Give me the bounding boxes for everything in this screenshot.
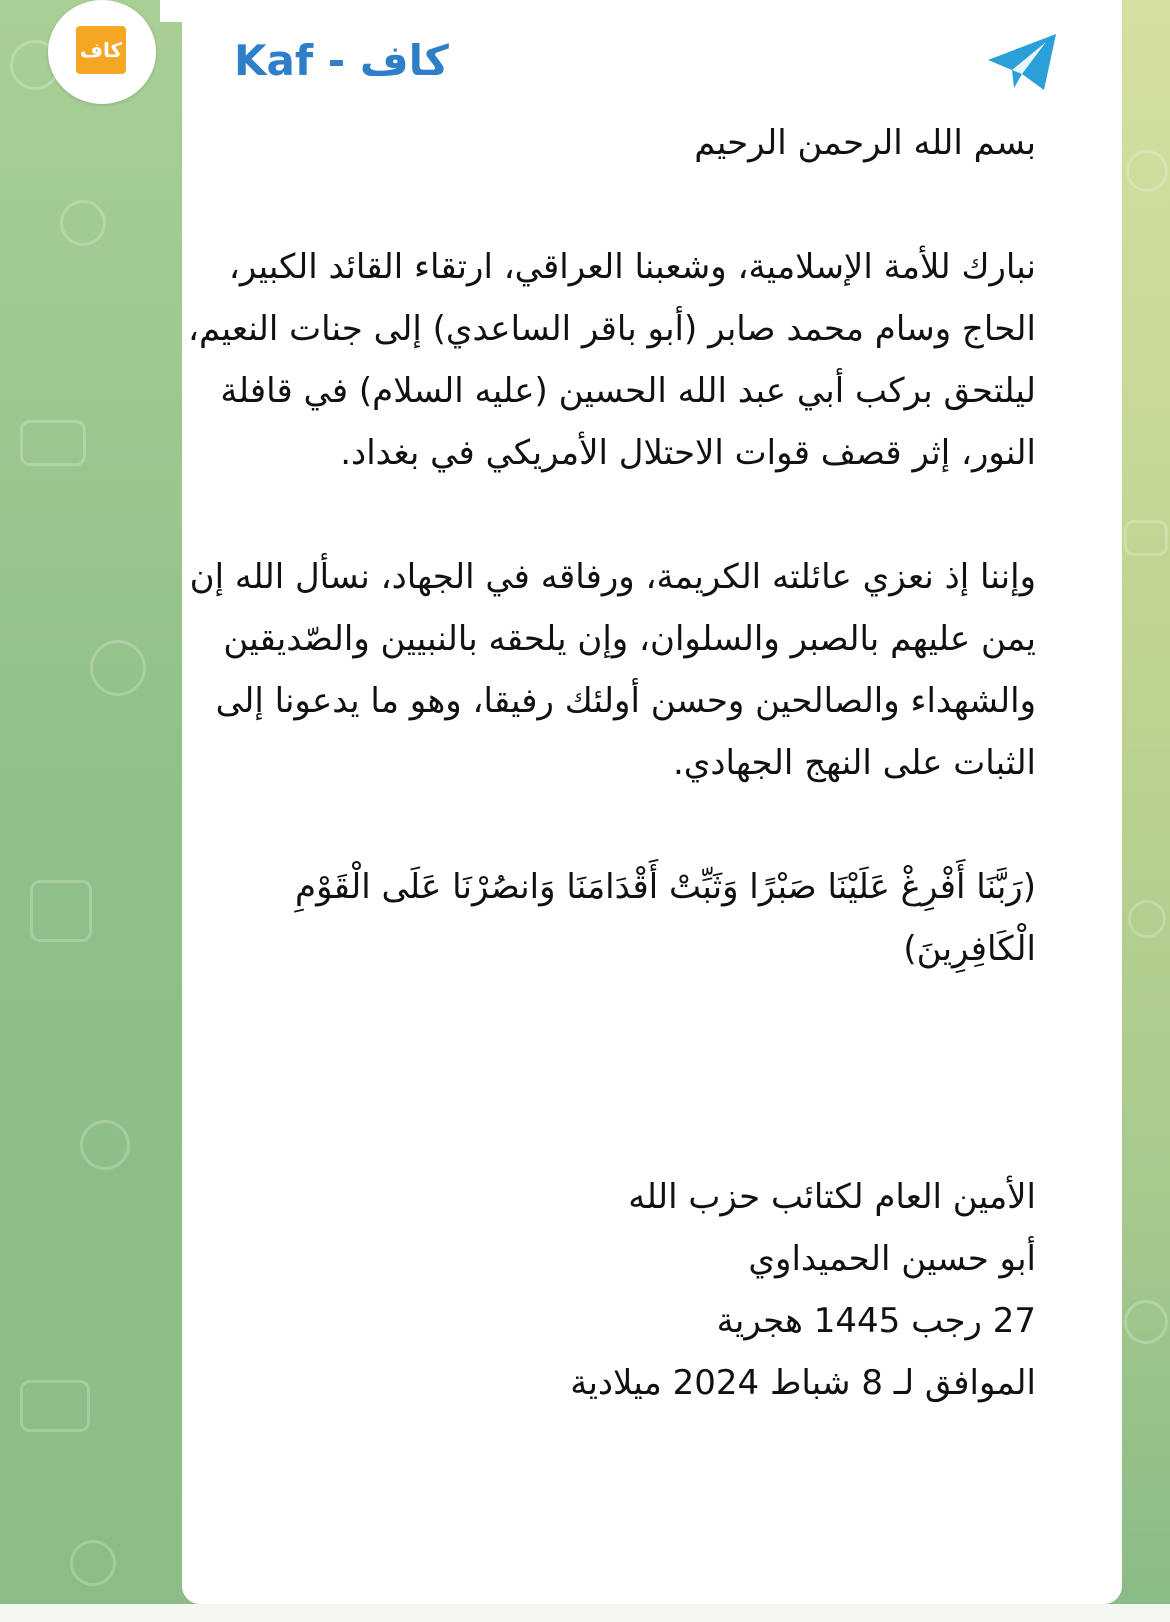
doodle-pattern xyxy=(1128,900,1166,938)
doodle-pattern xyxy=(1124,1300,1168,1344)
channel-logo: كاف xyxy=(76,26,126,74)
channel-avatar[interactable] xyxy=(48,0,156,104)
bubble-tail xyxy=(160,0,182,22)
signature-title: الأمين العام لكتائب حزب الله xyxy=(628,1177,1036,1217)
signature-block xyxy=(186,1166,1036,1414)
basmala: بسم الله الرحمن الرحيم xyxy=(694,123,1036,163)
doodle-pattern xyxy=(20,420,86,466)
doodle-pattern xyxy=(60,200,106,246)
bottom-bar xyxy=(0,1604,1170,1622)
message-paragraph: وإننا إذ نعزي عائلته الكريمة، ورفاقه في الجهاد، نسأل الله إن يمن عليهم بالصبر والسلوان، وإن يلحقه بالنبيين والصّديقين والشهداء والصالحين وحسن أولئك رفيقا، وهو ما يدعونا إلى الثبات على النهج الجهادي. xyxy=(189,557,1036,783)
doodle-pattern xyxy=(20,1380,90,1432)
date-gregorian: الموافق لـ 8 شباط 2024 ميلادية xyxy=(570,1363,1036,1403)
message-paragraph: نبارك للأمة الإسلامية، وشعبنا العراقي، ارتقاء القائد الكبير، الحاج وسام محمد صابر (أبو باقر الساعدي) إلى جنات النعيم، ليلتحق بركب أبي عبد الله الحسين (عليه السلام) في قافلة النور، إثر قصف قوات الاحتلال الأمريكي في بغداد. xyxy=(188,247,1036,473)
quran-verse: (رَبَّنَا أَفْرِغْ عَلَيْنَا صَبْرًا وَثَبِّتْ أَقْدَامَنَا وَانصُرْنَا عَلَى الْقَوْمِ الْكَافِرِينَ) xyxy=(295,867,1036,969)
doodle-pattern xyxy=(90,640,146,696)
date-hijri: 27 رجب 1445 هجرية xyxy=(716,1301,1036,1341)
doodle-pattern xyxy=(80,1120,130,1170)
doodle-pattern xyxy=(1124,520,1168,556)
signature-name: أبو حسين الحميداوي xyxy=(748,1239,1036,1279)
message-bubble xyxy=(182,0,1122,1604)
chat-background-edge xyxy=(1118,0,1170,1622)
doodle-pattern xyxy=(30,880,92,942)
doodle-pattern xyxy=(1126,150,1168,192)
message-text xyxy=(186,112,1036,1414)
telegram-icon xyxy=(984,30,1060,94)
channel-name[interactable]: Kaf - كاف xyxy=(234,36,449,85)
doodle-pattern xyxy=(70,1540,116,1586)
